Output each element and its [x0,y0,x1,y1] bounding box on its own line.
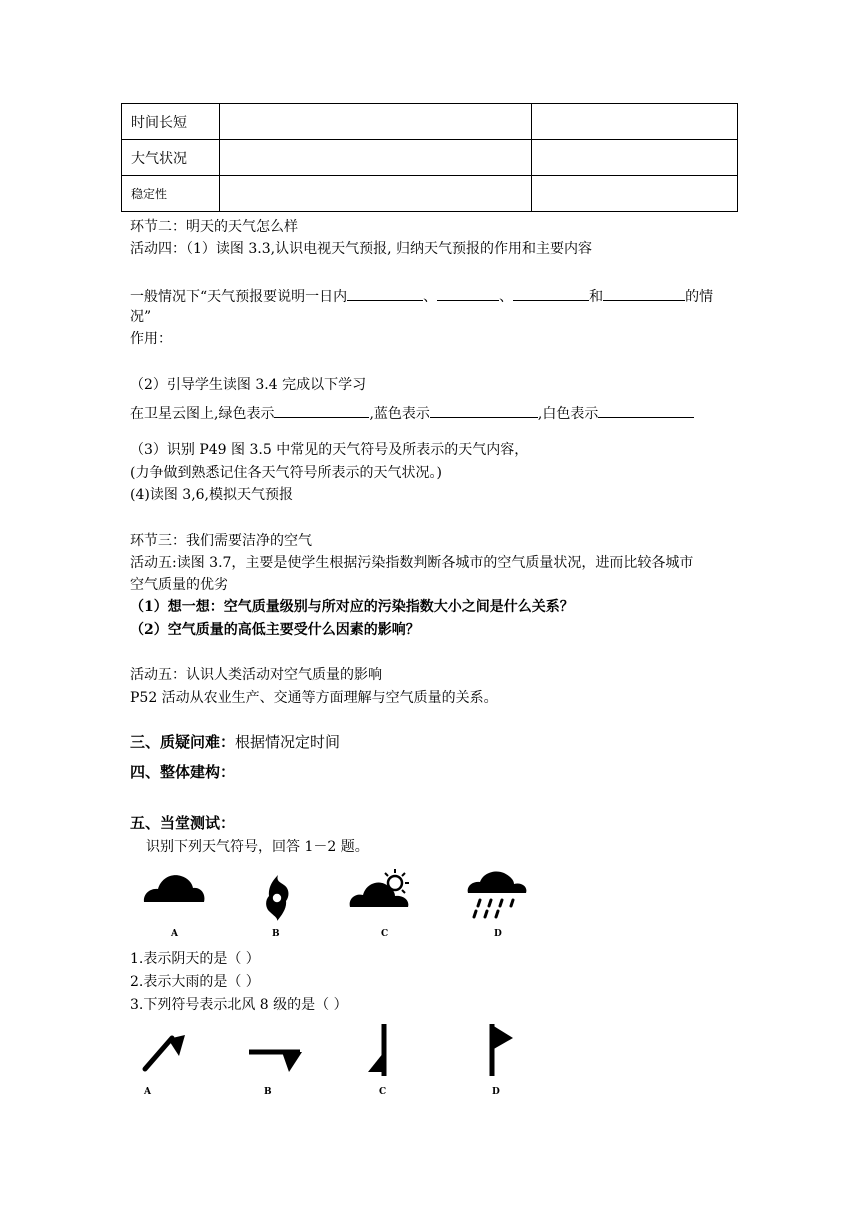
part-text: 根据情况定时间 [235,733,341,751]
cloud-blue: ,蓝色表示 [369,406,430,422]
table-row [122,104,738,140]
quiz-intro: 识别下列天气符号，回答 1－2 题。 [146,839,369,855]
forecast-continuation: 况” [130,309,152,325]
forecast-prefix: 一般情况下“天气预报要说明一日内 [130,289,348,305]
choice-label: C [379,1087,387,1097]
choice-label: A [171,929,178,939]
typhoon-icon [262,874,292,922]
rain-cloud-icon [464,870,530,920]
activity-text: P52 活动从农业生产、交通等方面理解与空气质量的关系。 [130,690,498,706]
answer-blank[interactable] [274,403,369,418]
part-title: 五、当堂测试： [130,814,236,832]
choice-label: B [264,1087,272,1097]
part-heading [130,732,340,752]
answer-blank[interactable] [437,286,499,301]
overcast-cloud-icon [142,870,208,910]
wind-barb-icon [140,1026,190,1074]
choice-label: D [492,1087,500,1097]
item-text: （2）引导学生读图 3.4 完成以下学习 [130,377,367,393]
item-text: （3）识别 P49 图 3.5 中常见的天气符号及所表示的天气内容， [130,442,529,458]
forecast-suffix: 的情 [685,289,714,305]
table-cell [220,104,532,140]
answer-blank[interactable] [603,286,685,301]
choice-label: B [272,929,280,939]
activity-text: 空气质量的优劣 [130,577,228,593]
table-cell [532,104,738,140]
table-cell: 稳定性 [122,176,220,212]
answer-blank[interactable] [430,403,538,418]
wind-barb-icon [364,1022,392,1078]
choice-label: A [144,1087,151,1097]
table-row [122,176,738,212]
part-title: 三、质疑问难： [130,733,236,751]
purpose-label: 作用： [130,331,172,347]
item-note: (力争做到熟悉记住各天气符号所表示的天气状况。) [130,465,442,481]
cloud-fill-line [130,403,694,423]
answer-blank[interactable] [598,403,694,418]
wind-barb-icon [482,1022,518,1078]
choice-label: D [494,929,502,939]
choice-label: C [381,929,389,939]
question-text: （1）想一想：空气质量级别与所对应的污染指数大小之间是什么关系？ [130,599,574,615]
section-heading: 环节二：明天的天气怎么样 [130,219,298,235]
wind-barb-icon [246,1046,306,1076]
comparison-table [121,103,738,212]
table-row [122,140,738,176]
activity-text: 活动五：认识人类活动对空气质量的影响 [130,667,382,683]
item-text: (4)读图 3,6,模拟天气预报 [130,487,293,503]
separator: 、 [499,289,514,305]
question-text: （2）空气质量的高低主要受什么因素的影响？ [130,622,420,638]
separator: 、 [423,289,438,305]
answer-blank[interactable] [347,286,423,301]
table-cell: 时间长短 [122,104,220,140]
part-title: 四、整体建构： [130,763,236,781]
quiz-question: 1.表示阴天的是（ ） [130,951,260,967]
activity-text: 活动四：（1）读图 3.3,认识电视天气预报, 归纳天气预报的作用和主要内容 [130,241,592,257]
table-cell [532,140,738,176]
separator: 和 [589,289,604,305]
forecast-fill-line [130,286,713,306]
table-cell [220,176,532,212]
answer-blank[interactable] [513,286,589,301]
partly-cloudy-sun-icon [348,866,414,912]
table-cell: 大气状况 [122,140,220,176]
quiz-question: 3.下列符号表示北风 8 级的是（ ） [130,997,348,1013]
table-cell [220,140,532,176]
table-cell [532,176,738,212]
quiz-question: 2.表示大雨的是（ ） [130,974,260,990]
section-heading: 环节三：我们需要洁净的空气 [130,533,312,549]
cloud-prefix: 在卫星云图上,绿色表示 [130,406,275,422]
activity-text: 活动五:读图 3.7，主要是使学生根据污染指数判断各城市的空气质量状况，进而比较各城市 [130,555,694,571]
cloud-white: ,白色表示 [537,406,599,422]
